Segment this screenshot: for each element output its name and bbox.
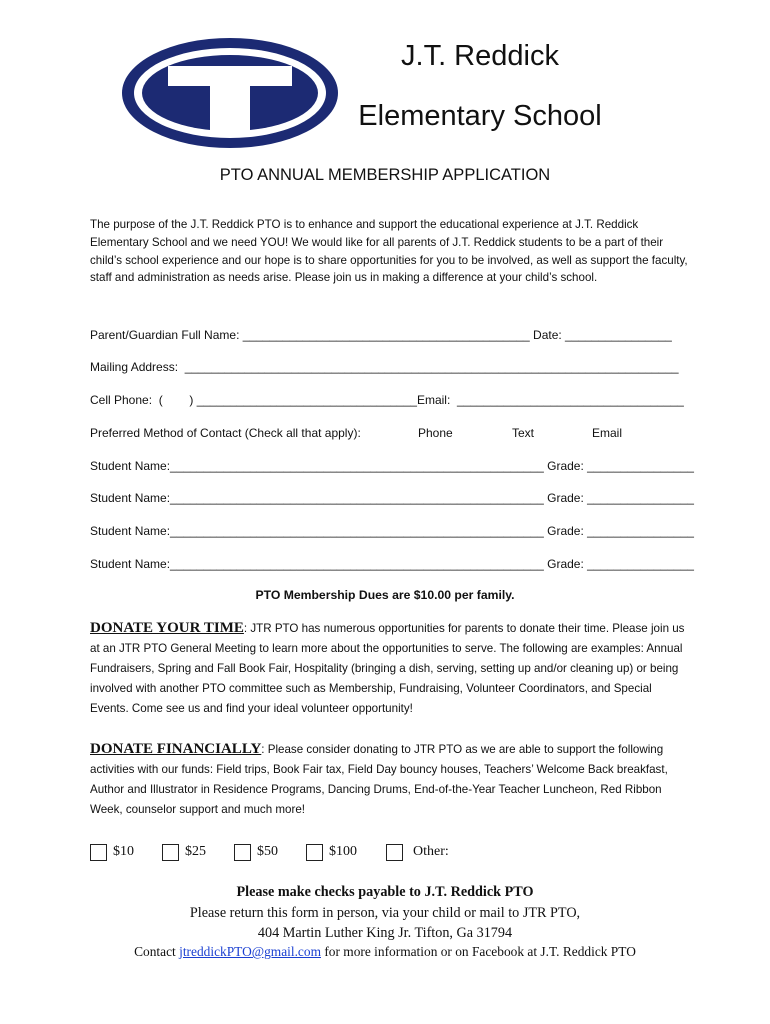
donation-option-10[interactable] [90, 842, 134, 862]
checkbox[interactable] [162, 844, 179, 861]
contact-option-phone[interactable]: Phone [418, 426, 453, 440]
donation-option-other[interactable] [386, 842, 449, 862]
donation-option-25[interactable] [162, 842, 206, 862]
contact-option-text[interactable]: Text [512, 426, 535, 440]
school-logo [120, 36, 340, 150]
school-name-line1: J.T. Reddick [401, 40, 559, 72]
cell-email-field[interactable]: Cell Phone: ( ) _________________________________Email: __________________________________ [90, 393, 684, 407]
student-name-grade-field-4[interactable]: Student Name:________________________________________________________ Grade: ________________ [90, 557, 694, 571]
donation-label: $50 [257, 844, 278, 859]
contact-suffix: for more information or on Facebook at J.T. Reddick PTO [321, 944, 636, 959]
school-name-line2: Elementary School [358, 100, 602, 132]
donate-financially-paragraph [90, 739, 690, 820]
checkbox[interactable] [386, 844, 403, 861]
donation-label: $100 [329, 844, 357, 859]
contact-option-email[interactable]: Email [592, 426, 623, 440]
donation-label: Other: [413, 844, 449, 859]
mailing-address: 404 Martin Luther King Jr. Tifton, Ga 31794 [257, 925, 513, 941]
email-link[interactable]: jtreddickPTO@gmail.com [179, 944, 321, 959]
student-name-grade-field-3[interactable]: Student Name:________________________________________________________ Grade: ________________ [90, 524, 694, 538]
student-name-grade-field-1[interactable]: Student Name:________________________________________________________ Grade: ________________ [90, 459, 694, 473]
donation-option-100[interactable] [306, 842, 357, 862]
contact-line [0, 944, 770, 960]
donate-time-text: : JTR PTO has numerous opportunities for parents to donate their time. Please join us at an JTR PTO General Meeting to learn more about the opportunities to serve. The following are examples: Annual Fundraisers, Spring and Fall Book Fair, Hospitality (bringing a dish, serving, setting up and/or cleaning up) or being involved with another PTO committee such as Membership, Fundraising, Volunteer Coordinators, and Special Events. Come see us and find your ideal volunteer opportunity! [90, 622, 685, 715]
donation-option-50[interactable] [234, 842, 278, 862]
donate-financially-text: : Please consider donating to JTR PTO as we are able to support the following activities with our funds: Field trips, Book Fair tax, Field Day bouncy houses, Teachers’ Welcome Back breakfast, Author and Illustrator in Residence Programs, Dancing Drums, End-of-the-Year Teacher Luncheon, Red Ribbon Week, counselor support and much more! [90, 743, 668, 816]
membership-dues: PTO Membership Dues are $10.00 per family. [255, 588, 515, 602]
intro-paragraph: The purpose of the J.T. Reddick PTO is to enhance and support the educational experience at J.T. Reddick Elementary School and we need YOU! We would like for all parents of J.T. Reddick students to be a part of their child’s school experience and our hope is to share opportunities for you to be involved, as well as support the faculty, staff and administration as needs arise. Please join us in making a difference at your child’s school. [90, 218, 688, 285]
checks-payable-note: Please make checks payable to J.T. Reddick PTO [236, 884, 534, 900]
parent-name-date-field[interactable]: Parent/Guardian Full Name: ___________________________________________ Date: ________________ [90, 328, 672, 342]
checkbox[interactable] [234, 844, 251, 861]
checkbox[interactable] [90, 844, 107, 861]
mailing-address-field[interactable]: Mailing Address: __________________________________________________________________________ [90, 360, 679, 374]
donate-time-paragraph [90, 618, 690, 719]
contact-method-label: Preferred Method of Contact (Check all that apply): [90, 426, 361, 440]
donation-label: $25 [185, 844, 206, 859]
contact-prefix: Contact [134, 944, 180, 959]
donate-financially-heading: DONATE FINANCIALLY [90, 741, 262, 757]
donation-label: $10 [113, 844, 134, 859]
return-instructions: Please return this form in person, via your child or mail to JTR PTO, [189, 905, 581, 921]
student-name-grade-field-2[interactable]: Student Name:________________________________________________________ Grade: ________________ [90, 491, 694, 505]
checkbox[interactable] [306, 844, 323, 861]
donate-time-heading: DONATE YOUR TIME [90, 620, 244, 636]
form-title: PTO ANNUAL MEMBERSHIP APPLICATION [219, 166, 551, 184]
